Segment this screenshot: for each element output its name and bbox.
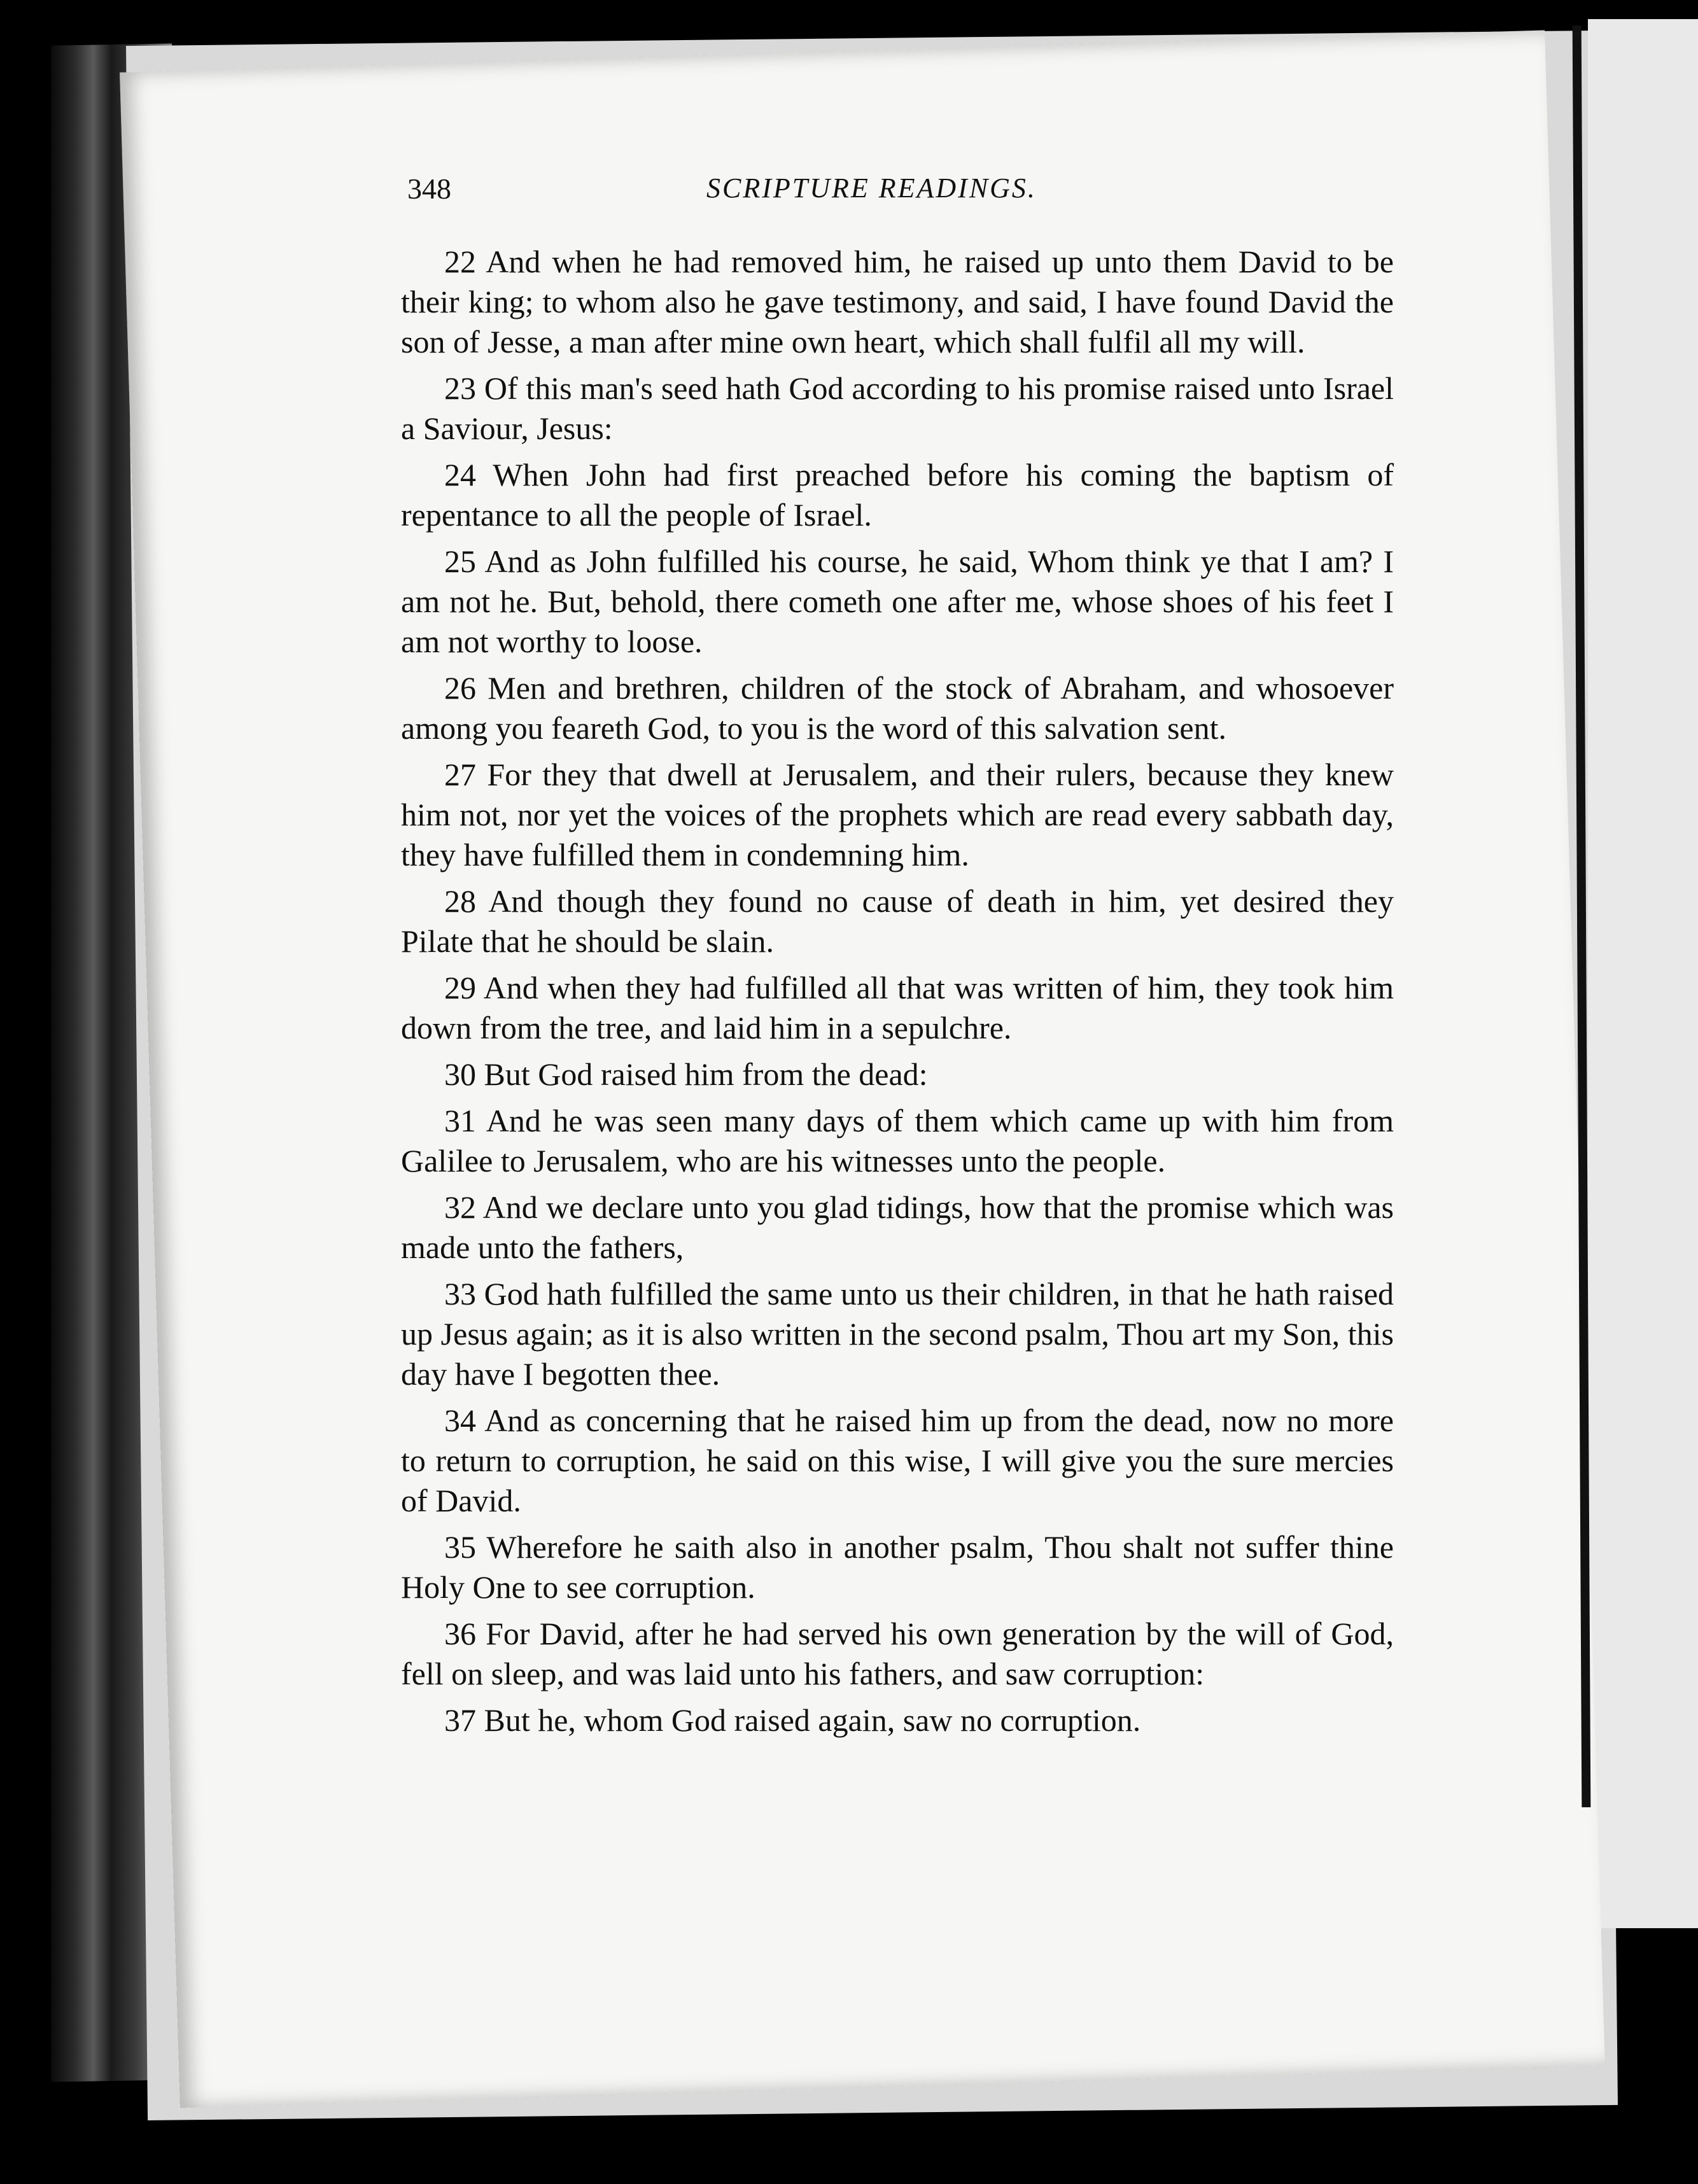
- verse-31: 31 And he was seen many days of them which came up with him from Galilee to Jerusalem, who are his witnesses unto the people.: [401, 1103, 1394, 1179]
- verse-32: 32 And we declare unto you glad tidings, how that the promise which was made unto the fathers,: [401, 1189, 1394, 1265]
- verse-34: 34 And as concerning that he raised him up from the dead, now no more to return to corruption, he said on this wise, I will give you the sure mercies of David.: [401, 1403, 1394, 1518]
- running-title: SCRIPTURE READINGS.: [706, 172, 1037, 204]
- verse-27: 27 For they that dwell at Jerusalem, and their rulers, because they knew him not, nor yet the voices of the prophets which are read every sabbath day, they have fulfilled them in condemning him.: [401, 757, 1394, 872]
- verse-33: 33 God hath fulfilled the same unto us their children, in that he hath raised up Jesus again; as it is also written in the second psalm, Thou art my Son, this day have I begotten thee.: [401, 1276, 1394, 1392]
- verse-list: [261, 242, 1394, 1740]
- page-content: [261, 172, 1394, 1747]
- verse-22: 22 And when he had removed him, he raised up unto them David to be their king; to whom also he gave testimony, and said, I have found David the son of Jesse, a man after mine own heart, which shall fulfil all my will.: [401, 244, 1394, 360]
- verse-29: 29 And when they had fulfilled all that was written of him, they took him down from the tree, and laid him in a sepulchre.: [401, 970, 1394, 1046]
- verse-35: 35 Wherefore he saith also in another psalm, Thou shalt not suffer thine Holy One to see corruption.: [401, 1529, 1394, 1605]
- verse-37: 37 But he, whom God raised again, saw no corruption.: [444, 1702, 1141, 1738]
- verse-36: 36 For David, after he had served his own generation by the will of God, fell on sleep, and was laid unto his fathers, and saw corruption:: [401, 1616, 1394, 1691]
- page-header: [261, 172, 1343, 242]
- verse-24: 24 When John had first preached before his coming the baptism of repentance to all the people of Israel.: [401, 457, 1394, 533]
- verse-30: 30 But God raised him from the dead:: [444, 1056, 928, 1092]
- verse-26: 26 Men and brethren, children of the stock of Abraham, and whosoever among you feareth God, to you is the word of this salvation sent.: [401, 670, 1394, 746]
- facing-page-edge: [1588, 19, 1698, 1928]
- verse-25: 25 And as John fulfilled his course, he said, Whom think ye that I am? I am not he. But, behold, there cometh one after me, whose shoes of his feet I am not worthy to loose.: [401, 543, 1394, 659]
- verse-28: 28 And though they found no cause of death in him, yet desired they Pilate that he should be slain.: [401, 883, 1394, 959]
- page-number: 348: [407, 172, 451, 205]
- verse-23: 23 Of this man's seed hath God according to his promise raised unto Israel a Saviour, Jesus:: [401, 370, 1394, 446]
